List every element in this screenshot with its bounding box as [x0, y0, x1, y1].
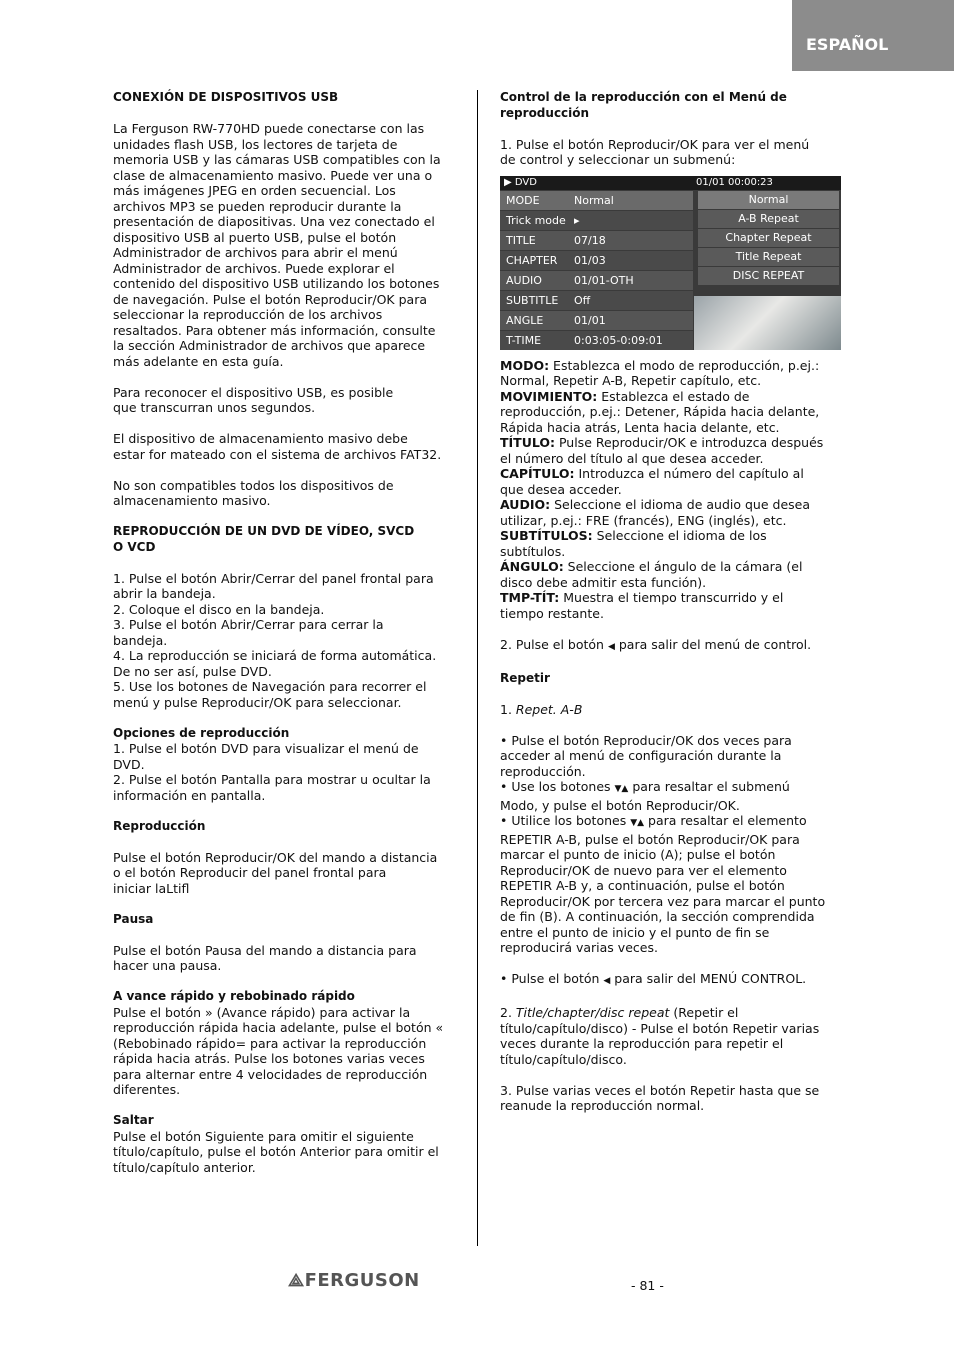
definition-line: TÍTULO: Pulse Reproducir/OK e introduzca después — [500, 435, 824, 450]
repetir-heading: Repetir — [500, 670, 550, 685]
repeat-item-3 — [500, 1083, 842, 1114]
text-line: marcar el punto de inicio (A); pulse el botón — [500, 847, 776, 862]
bullet-3-cont — [500, 832, 842, 956]
definition-line: AUDIO: Seleccione el idioma de audio que desea — [500, 497, 810, 512]
bullet-1 — [500, 733, 842, 780]
text-line: entre el punto de inicio y el punto de fin se — [500, 924, 770, 940]
text-line: Pulse el botón » (Avance rápido) para activar la — [113, 1004, 411, 1020]
osd-submenu-item[interactable]: Chapter Repeat — [698, 229, 839, 247]
text-line: diferentes. — [113, 1082, 181, 1097]
options-heading: Opciones de reproducción — [113, 725, 290, 740]
ferguson-logo: ⟁FERGUSON — [288, 1270, 420, 1291]
osd-row-subtitle[interactable] — [500, 291, 693, 310]
osd-row-value: ▸ — [574, 213, 580, 227]
control-intro — [500, 137, 842, 168]
text-line: título/capítulo anterior. — [113, 1159, 256, 1175]
text-line: O VCD — [113, 539, 156, 554]
definition-line: el número del título al que desea acceder. — [500, 450, 764, 466]
text-line: estar for mateado con el sistema de archivos FAT32. — [113, 446, 442, 462]
text-line: de fin (B). A continuación, la sección comprendida — [500, 909, 815, 924]
text-line: Administrador de archivos. Puede explorar el — [113, 260, 395, 276]
left-arrow-icon: ◀ — [607, 641, 615, 652]
text-line: veces durante la reproducción para repetir el — [500, 1036, 784, 1051]
osd-row-key: AUDIO — [506, 273, 542, 287]
text-line: o el botón Reproducir del panel frontal para — [113, 865, 387, 880]
bullet-2-cont: Modo, y pulse el botón Reproducir/OK. — [500, 797, 740, 813]
text-line: 2. Coloque el disco en la bandeja. — [113, 601, 325, 617]
avance-heading: A vance rápido y rebobinado rápido — [113, 989, 355, 1003]
definition-line: Normal, Repetir A-B, Repetir capítulo, etc. — [500, 373, 762, 388]
osd-row-value: Off — [574, 293, 591, 307]
osd-video-frame — [694, 296, 841, 350]
text-line: la sección Administrador de archivos que aparece — [113, 338, 426, 353]
definition-line: utilizar, p.ej.: FRE (francés), ENG (inglés), etc. — [500, 512, 787, 528]
text-line: bandeja. — [113, 632, 168, 648]
text-line: 5. Use los botones de Navegación para recorrer el — [113, 679, 427, 694]
osd-row-mode[interactable] — [500, 191, 693, 210]
definition-line: disco debe admitir esta función). — [500, 574, 707, 590]
osd-time: 01/01 00:00:23 — [696, 176, 773, 188]
text-line: presentación de diapositivas. Una vez conectado el — [113, 214, 435, 229]
definition-line: reproducción, p.ej.: Detener, Rápida hacia delante, — [500, 404, 820, 419]
down-up-arrows-icon: ▼▲ — [614, 784, 629, 794]
control-heading — [500, 90, 842, 121]
text-line: información en pantalla. — [113, 787, 266, 803]
text-line: DVD. — [113, 756, 145, 772]
osd-row-t-time[interactable] — [500, 331, 693, 350]
definition-label: TMP-TÍT: — [500, 590, 560, 605]
usb-paragraph-4 — [113, 478, 455, 509]
definition-line: Rápida hacia atrás, Lenta hacia delante, etc. — [500, 419, 780, 435]
text-line: de control y seleccionar un submenú: — [500, 152, 736, 167]
usb-heading: CONEXIÓN DE DISPOSITIVOS USB — [113, 90, 339, 104]
text-line: resaltados. Para obtener más información, consulte — [113, 322, 436, 338]
osd-submenu-item[interactable]: A-B Repeat — [698, 210, 839, 228]
usb-paragraph-3 — [113, 431, 455, 462]
text-line: • Pulse el botón Reproducir/OK dos veces para — [500, 732, 792, 748]
text-line: dispositivo USB al puerto USB, pulse el botón — [113, 229, 397, 245]
logo-mark-icon: ⟁ — [288, 1270, 305, 1291]
definition-line: MOVIMIENTO: Establezca el estado de — [500, 388, 750, 404]
text-line: 3. Pulse el botón Abrir/Cerrar para cerrar la — [113, 617, 384, 632]
saltar-text — [113, 1129, 455, 1176]
definition-label: TÍTULO: — [500, 435, 555, 450]
osd-row-value: Normal — [574, 193, 614, 207]
page-number: - 81 - — [631, 1278, 664, 1293]
osd-row-title[interactable] — [500, 231, 693, 250]
osd-row-value: 01/01-OTH — [574, 273, 634, 287]
osd-source: ▶ DVD — [504, 176, 537, 188]
text-line: Reproducir/OK por tercera vez para marcar el punto — [500, 893, 826, 909]
left-arrow-icon: ◀ — [603, 976, 611, 986]
bullet-4: • Pulse el botón ◀ para salir del MENÚ CONTROL. — [500, 971, 807, 986]
text-line: reproducirá varias veces. — [500, 940, 658, 955]
text-line: reproducción — [500, 105, 590, 120]
text-line: contenido del dispositivo USB utilizando los botones — [113, 276, 440, 291]
definition-line: que desea acceder. — [500, 481, 622, 497]
definition-line: MODO: Establezca el modo de reproducción, p.ej.: — [500, 357, 820, 373]
down-up-arrows-icon: ▼▲ — [630, 818, 645, 828]
reproduccion-heading: Reproducción — [113, 818, 206, 833]
dvd-steps — [113, 571, 455, 711]
osd-row-audio[interactable] — [500, 271, 693, 290]
text-line: El dispositivo de almacenamiento masivo debe — [113, 431, 408, 446]
osd-row-key: T-TIME — [506, 333, 542, 347]
control-exit: 2. Pulse el botón ◀ para salir del menú de control. — [500, 636, 812, 652]
saltar-heading: Saltar — [113, 1113, 154, 1127]
definition-label: MOVIMIENTO: — [500, 388, 598, 404]
definition-line: ÁNGULO: Seleccione el ángulo de la cámara (el — [500, 559, 803, 574]
text-line: título/capítulo/disco. — [500, 1051, 627, 1067]
osd-submenu-item[interactable]: Normal — [698, 191, 839, 209]
osd-row-key: MODE — [506, 193, 540, 207]
text-line: acceder al menú de configuración durante la — [500, 748, 782, 763]
text-line: (Rebobinado rápido= para activar la reproducción — [113, 1035, 427, 1051]
text-line: más imágenes JPEG en orden secuencial. Los — [113, 183, 396, 198]
text-line: 1. Pulse el botón DVD para visualizar el menú de — [113, 741, 419, 756]
definition-line: subtítulos. — [500, 543, 566, 559]
osd-row-value: 01/03 — [574, 253, 606, 267]
definition-label: MODO: — [500, 357, 550, 373]
bullet-2: • Use los botones ▼▲ para resaltar el submenú — [500, 779, 790, 794]
text-line: 1. Pulse el botón Reproducir/OK para ver el menú — [500, 136, 810, 152]
text-line: REPETIR A-B, pulse el botón Reproducir/OK para — [500, 831, 800, 847]
osd-row-key: SUBTITLE — [506, 293, 559, 307]
text-line: que transcurran unos segundos. — [113, 400, 316, 415]
definition-label: SUBTÍTULOS: — [500, 528, 593, 543]
language-tab: ESPAÑOL — [792, 0, 954, 71]
definition-line: TMP-TÍT: Muestra el tiempo transcurrido y el — [500, 590, 784, 605]
text-line: hacer una pausa. — [113, 958, 222, 973]
text-line: La Ferguson RW-770HD puede conectarse con las — [113, 121, 425, 136]
text-line: para alternar entre 4 velocidades de reproducción — [113, 1066, 428, 1082]
definition-line: SUBTÍTULOS: Seleccione el idioma de los — [500, 528, 767, 543]
pausa-text — [113, 943, 455, 974]
text-line: reproducción rápida hacia adelante, pulse el botón « — [113, 1020, 444, 1035]
column-divider — [477, 90, 478, 1246]
osd-row-chapter[interactable] — [500, 251, 693, 270]
text-line: de navegación. Pulse el botón Reproducir/OK para — [113, 291, 427, 307]
text-line: clase de almacenamiento masivo. Puede ver una o — [113, 167, 433, 183]
text-line: 3. Pulse varias veces el botón Repetir hasta que se — [500, 1082, 820, 1098]
text-line: título/capítulo/disco) - Pulse el botón Repetir varias — [500, 1020, 820, 1036]
definition-line: tiempo restante. — [500, 605, 604, 621]
text-line: abrir la bandeja. — [113, 586, 216, 601]
avance-text — [113, 1005, 455, 1098]
osd-submenu-item[interactable]: Title Repeat — [698, 248, 839, 266]
definition-label: CAPÍTULO: — [500, 466, 575, 481]
repeat-item-1: 1. Repet. A-B — [500, 701, 583, 717]
osd-row-key: TITLE — [506, 233, 536, 247]
text-line: rápida hacia atrás. Pulse los botones varias veces — [113, 1051, 425, 1066]
osd-submenu-item[interactable]: DISC REPEAT — [698, 267, 839, 285]
text-line: Administrador de archivos para abrir el menú — [113, 245, 398, 260]
text-line: Para reconocer el dispositivo USB, es posible — [113, 384, 394, 400]
left-column — [113, 90, 455, 1175]
dvd-heading — [113, 524, 455, 555]
text-line: 2. Pulse el botón Pantalla para mostrar u ocultar la — [113, 772, 431, 787]
text-line: Reproducir/OK de nuevo para ver el elemento — [500, 862, 787, 878]
text-line: iniciar laLtifl — [113, 880, 190, 896]
text-line: memoria USB y las cámaras USB compatibles con la — [113, 152, 441, 167]
text-line: menú y pulse Reproducir/OK para seleccionar. — [113, 694, 402, 710]
osd-screenshot — [500, 176, 841, 350]
text-line: unidades flash USB, los lectores de tarjeta de — [113, 136, 398, 152]
text-line: REPRODUCCIÓN DE UN DVD DE VÍDEO, SVCD — [113, 524, 415, 538]
right-column — [500, 90, 842, 1114]
definition-label: ÁNGULO: — [500, 559, 564, 574]
text-line: seleccionar la reproducción de los archivos — [113, 307, 383, 322]
pausa-heading: Pausa — [113, 911, 154, 926]
osd-row-value: 07/18 — [574, 233, 606, 247]
osd-row-value: 0:03:05-0:09:01 — [574, 333, 663, 347]
usb-paragraph-1 — [113, 121, 455, 369]
text-line: Pulse el botón Reproducir/OK del mando a distancia — [113, 849, 438, 865]
text-line: más adelante en esta guía. — [113, 353, 284, 369]
text-line: REPETIR A-B y, a continuación, pulse el botón — [500, 878, 785, 893]
repeat-item-2: 2. Title/chapter/disc repeat (Repetir el — [500, 1005, 739, 1020]
text-line: Pulse el botón Pausa del mando a distancia para — [113, 942, 417, 958]
text-line: 1. Pulse el botón Abrir/Cerrar del panel frontal para — [113, 570, 434, 586]
text-line: Pulse el botón Siguiente para omitir el siguiente — [113, 1128, 414, 1144]
definition-label: AUDIO: — [500, 497, 551, 512]
text-line: título/capítulo, pulse el botón Anterior para omitir el — [113, 1144, 439, 1159]
osd-row-value: 01/01 — [574, 313, 606, 327]
definitions-list — [500, 358, 842, 622]
text-line: reproducción. — [500, 763, 586, 779]
text-line: De no ser así, pulse DVD. — [113, 663, 272, 679]
osd-header — [500, 176, 841, 190]
text-line: No son compatibles todos los dispositivos de — [113, 477, 394, 493]
bullet-3: • Utilice los botones ▼▲ para resaltar el elemento — [500, 813, 807, 828]
text-line: reanude la reproducción normal. — [500, 1098, 705, 1113]
osd-row-trick-mode[interactable] — [500, 211, 693, 230]
text-line: archivos MP3 se pueden reproducir durante la — [113, 198, 402, 214]
repeat-item-2-cont — [500, 1021, 842, 1068]
text-line: almacenamiento masivo. — [113, 493, 271, 508]
reproduccion-text — [113, 850, 455, 897]
options-text — [113, 741, 455, 803]
osd-row-angle[interactable] — [500, 311, 693, 330]
usb-paragraph-2 — [113, 385, 455, 416]
osd-row-key: CHAPTER — [506, 253, 558, 267]
osd-row-key: Trick mode — [506, 213, 566, 227]
text-line: Control de la reproducción con el Menú de — [500, 90, 787, 104]
text-line: 4. La reproducción se iniciará de forma automática. — [113, 648, 437, 663]
osd-row-key: ANGLE — [506, 313, 544, 327]
definition-line: CAPÍTULO: Introduzca el número del capítulo al — [500, 466, 804, 481]
